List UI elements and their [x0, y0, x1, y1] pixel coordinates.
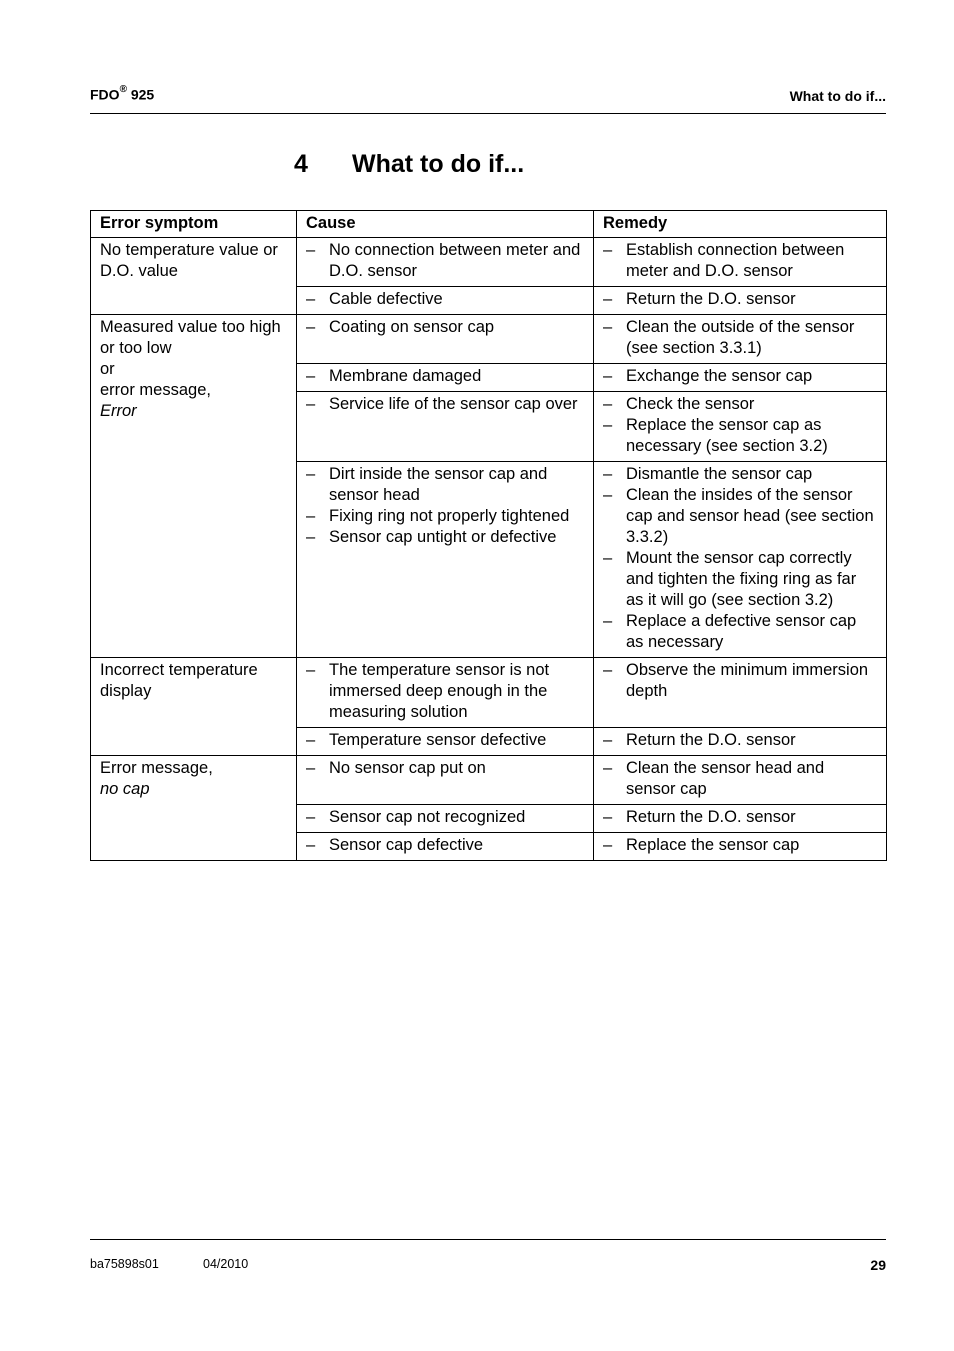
column-header-symptom: Error symptom	[91, 211, 297, 238]
footer-date: 04/2010	[203, 1257, 249, 1271]
dash-bullet: –	[603, 290, 613, 308]
remedy-item	[603, 464, 878, 485]
remedy-item	[603, 289, 878, 310]
remedy-text: Check the sensor	[626, 395, 755, 413]
symptom-text: Incorrect temperature display	[100, 661, 258, 700]
dash-bullet: –	[603, 318, 613, 336]
dash-bullet: –	[603, 465, 613, 483]
dash-bullet: –	[306, 731, 316, 749]
dash-bullet: –	[306, 507, 316, 525]
remedy-item	[603, 807, 878, 828]
remedy-item	[603, 835, 878, 856]
dash-bullet: –	[306, 528, 316, 546]
troubleshooting-table	[90, 210, 887, 861]
remedy-text: Exchange the sensor cap	[626, 367, 813, 385]
remedy-text: Clean the sensor head and sensor cap	[626, 759, 825, 798]
cause-cell	[297, 833, 594, 861]
table-header-row	[91, 211, 887, 238]
cause-text: Cable defective	[329, 290, 443, 308]
cause-cell	[297, 462, 594, 658]
dash-bullet: –	[603, 808, 613, 826]
cause-cell	[297, 658, 594, 728]
dash-bullet: –	[603, 395, 613, 413]
remedy-text: Mount the sensor cap correctly and tighten the fixing ring as far as it will go (see section 3.2)	[626, 549, 857, 609]
symptom-text: Error	[100, 402, 137, 420]
remedy-item	[603, 485, 878, 548]
cause-cell	[297, 364, 594, 392]
dash-bullet: –	[306, 808, 316, 826]
cause-item	[306, 730, 585, 751]
cause-cell	[297, 287, 594, 315]
cause-text: The temperature sensor is not immersed deep enough in the measuring solution	[329, 661, 550, 721]
remedy-text: Dismantle the sensor cap	[626, 465, 813, 483]
table-body	[91, 238, 887, 861]
remedy-text: Return the D.O. sensor	[626, 731, 796, 749]
cause-item	[306, 366, 585, 387]
remedy-cell	[594, 728, 887, 756]
cause-text: Sensor cap not recognized	[329, 808, 526, 826]
symptom-cell	[91, 238, 297, 315]
cause-text: No sensor cap put on	[329, 759, 486, 777]
cause-item	[306, 506, 585, 527]
symptom-text: error message,	[100, 381, 211, 399]
remedy-item	[603, 758, 878, 800]
remedy-text: Replace the sensor cap	[626, 836, 800, 854]
table-row	[91, 238, 887, 287]
cause-item	[306, 758, 585, 779]
remedy-cell	[594, 658, 887, 728]
remedy-cell	[594, 805, 887, 833]
header-section-title: What to do if...	[789, 88, 886, 104]
dash-bullet: –	[306, 395, 316, 413]
remedy-text: Clean the outside of the sensor (see section 3.3.1)	[626, 318, 855, 357]
cause-text: Fixing ring not properly tightened	[329, 507, 570, 525]
cause-text: Dirt inside the sensor cap and sensor head	[329, 465, 548, 504]
cause-item	[306, 394, 585, 415]
symptom-cell	[91, 315, 297, 658]
remedy-cell	[594, 238, 887, 287]
dash-bullet: –	[603, 367, 613, 385]
remedy-item	[603, 240, 878, 282]
cause-item	[306, 835, 585, 856]
dash-bullet: –	[306, 241, 316, 259]
remedy-cell	[594, 287, 887, 315]
remedy-item	[603, 415, 878, 457]
symptom-text: no cap	[100, 780, 150, 798]
cause-cell	[297, 315, 594, 364]
remedy-item	[603, 660, 878, 702]
dash-bullet: –	[306, 290, 316, 308]
remedy-cell	[594, 756, 887, 805]
product-name: FDO	[90, 86, 120, 103]
dash-bullet: –	[306, 836, 316, 854]
dash-bullet: –	[306, 318, 316, 336]
cause-text: Membrane damaged	[329, 367, 482, 385]
remedy-text: Return the D.O. sensor	[626, 290, 796, 308]
chapter-number: 4	[294, 150, 308, 178]
dash-bullet: –	[306, 465, 316, 483]
page-number: 29	[870, 1257, 886, 1273]
cause-cell	[297, 728, 594, 756]
footer-doc-id: ba75898s01	[90, 1257, 159, 1271]
remedy-text: Return the D.O. sensor	[626, 808, 796, 826]
dash-bullet: –	[306, 367, 316, 385]
dash-bullet: –	[603, 486, 613, 504]
cause-text: Coating on sensor cap	[329, 318, 495, 336]
remedy-text: Clean the insides of the sensor cap and sensor head (see section 3.3.2)	[626, 486, 874, 546]
cause-cell	[297, 756, 594, 805]
cause-text: Temperature sensor defective	[329, 731, 547, 749]
cause-cell	[297, 392, 594, 462]
cause-item	[306, 240, 585, 282]
remedy-cell	[594, 364, 887, 392]
column-header-remedy: Remedy	[594, 211, 887, 238]
remedy-item	[603, 730, 878, 751]
cause-item	[306, 807, 585, 828]
remedy-text: Replace the sensor cap as necessary (see section 3.2)	[626, 416, 828, 455]
symptom-cell	[91, 756, 297, 861]
cause-text: Sensor cap defective	[329, 836, 484, 854]
symptom-text: or	[100, 360, 115, 378]
table-row	[91, 756, 887, 805]
remedy-item	[603, 366, 878, 387]
remedy-item	[603, 548, 878, 611]
remedy-cell	[594, 462, 887, 658]
remedy-item	[603, 317, 878, 359]
remedy-item	[603, 394, 878, 415]
dash-bullet: –	[603, 549, 613, 567]
model-number: 925	[130, 86, 155, 103]
table-row	[91, 658, 887, 728]
dash-bullet: –	[603, 416, 613, 434]
dash-bullet: –	[603, 731, 613, 749]
chapter-heading	[294, 150, 524, 179]
remedy-cell	[594, 833, 887, 861]
symptom-cell	[91, 658, 297, 756]
cause-cell	[297, 805, 594, 833]
remedy-cell	[594, 392, 887, 462]
registered-mark: ®	[119, 84, 127, 95]
header-divider	[90, 113, 886, 114]
dash-bullet: –	[603, 836, 613, 854]
dash-bullet: –	[306, 759, 316, 777]
dash-bullet: –	[306, 661, 316, 679]
dash-bullet: –	[603, 759, 613, 777]
header-product	[90, 86, 154, 103]
remedy-cell	[594, 315, 887, 364]
dash-bullet: –	[603, 241, 613, 259]
dash-bullet: –	[603, 612, 613, 630]
remedy-text: Observe the minimum immersion depth	[626, 661, 869, 700]
footer-divider	[90, 1239, 886, 1240]
dash-bullet: –	[603, 661, 613, 679]
remedy-item	[603, 611, 878, 653]
symptom-text: No temperature value or D.O. value	[100, 241, 278, 280]
symptom-text: Measured value too high or too low	[100, 318, 281, 357]
remedy-text: Replace a defective sensor cap as necessary	[626, 612, 857, 651]
cause-text: No connection between meter and D.O. sensor	[329, 241, 581, 280]
column-header-cause: Cause	[297, 211, 594, 238]
cause-item	[306, 660, 585, 723]
cause-item	[306, 317, 585, 338]
cause-item	[306, 464, 585, 506]
cause-text: Sensor cap untight or defective	[329, 528, 557, 546]
chapter-title: What to do if...	[352, 150, 525, 178]
cause-item	[306, 289, 585, 310]
cause-item	[306, 527, 585, 548]
cause-cell	[297, 238, 594, 287]
table-row	[91, 315, 887, 364]
cause-text: Service life of the sensor cap over	[329, 395, 578, 413]
symptom-text: Error message,	[100, 759, 213, 777]
remedy-text: Establish connection between meter and D.O. sensor	[626, 241, 845, 280]
